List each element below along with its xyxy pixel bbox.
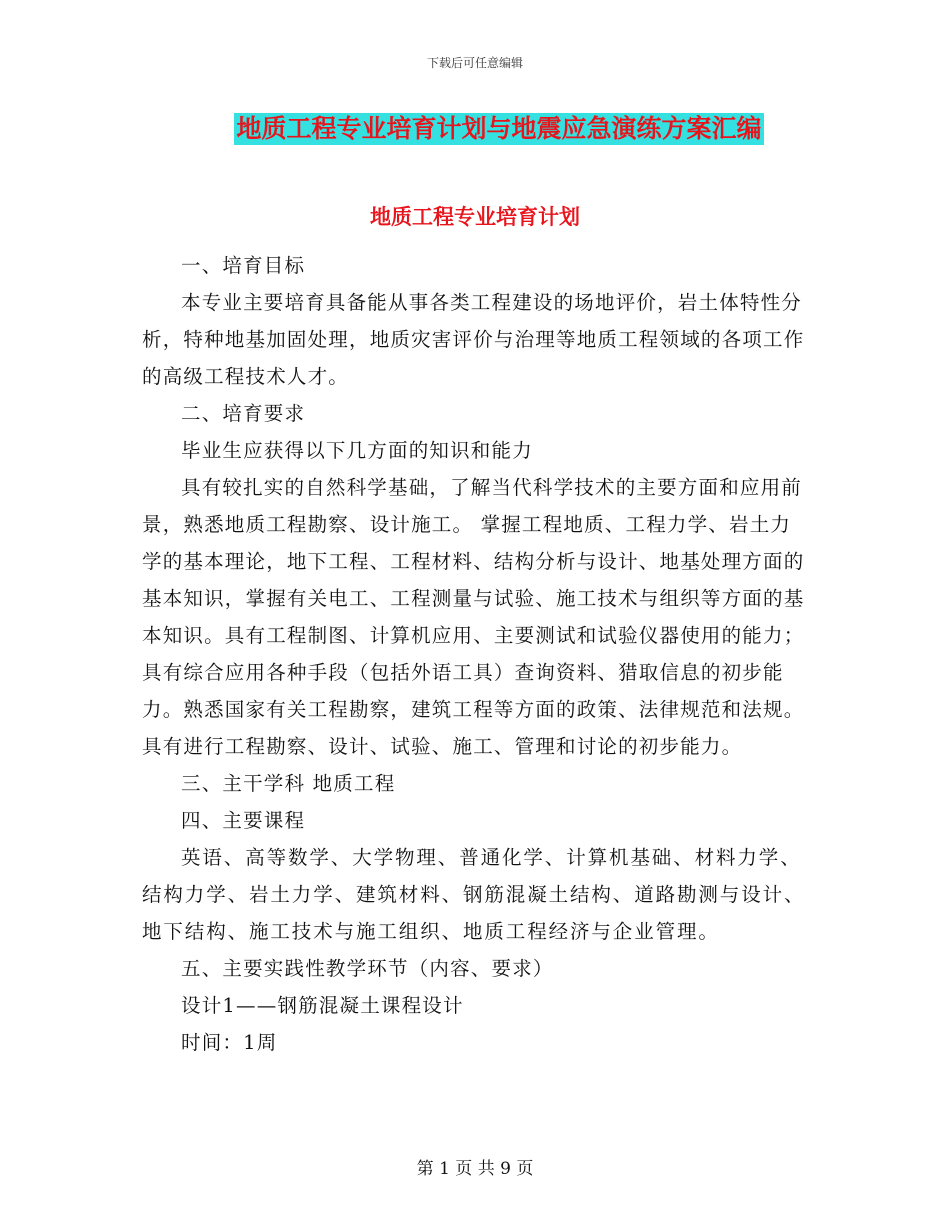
document-title-container bbox=[0, 113, 950, 145]
section-title: 地质工程专业培育计划 bbox=[370, 204, 580, 229]
heading-main-discipline: 三、主干学科 地质工程 bbox=[181, 772, 396, 795]
paragraph-duration: 时间：1周 bbox=[181, 1031, 278, 1054]
document-title: 地质工程专业培育计划与地震应急演练方案汇编 bbox=[236, 114, 762, 143]
heading-practice-links: 五、主要实践性教学环节（内容、要求） bbox=[181, 957, 554, 980]
heading-training-requirements: 二、培育要求 bbox=[181, 402, 306, 425]
paragraph-requirements-intro: 毕业生应获得以下几方面的知识和能力 bbox=[181, 439, 533, 462]
document-body bbox=[142, 247, 807, 1061]
paragraph-requirements-detail: 具有较扎实的自然科学基础，了解当代科学技术的主要方面和应用前景，熟悉地质工程勘察、设计施工。 掌握工程地质、工程力学、岩土力学的基本理论，地下工程、工程材料、结构分析与设计、地基处理方面的基本知识，掌握有关电工、工程测量与试验、施工技术与组织等方面的基本知识。具有工程制图、计算机应用、主要测试和试验仪器使用的能力；具有综合应用各种手段（包括外语工具）查询资料、猎取信息的初步能力。熟悉国家有关工程勘察，建筑工程等方面的政策、法律规范和法规。具有进行工程勘察、设计、试验、施工、管理和讨论的初步能力。 bbox=[142, 476, 805, 758]
page-number: 第 1 页 共 9 页 bbox=[416, 1159, 534, 1179]
header-note: 下载后可任意编辑 bbox=[426, 56, 523, 70]
paragraph-training-goal: 本专业主要培育具备能从事各类工程建设的场地评价，岩土体特性分析，特种地基加固处理，地质灾害评价与治理等地质工程领域的各项工作的高级工程技术人才。 bbox=[142, 291, 805, 388]
heading-main-courses: 四、主要课程 bbox=[181, 809, 306, 832]
heading-training-goal: 一、培育目标 bbox=[181, 254, 306, 277]
paragraph-main-courses: 英语、高等数学、大学物理、普通化学、计算机基础、材料力学、结构力学、岩土力学、建筑材料、钢筋混凝土结构、道路勘测与设计、地下结构、施工技术与施工组织、地质工程经济与企业管理。 bbox=[142, 846, 806, 943]
paragraph-design-1: 设计1——钢筋混凝土课程设计 bbox=[181, 994, 464, 1017]
